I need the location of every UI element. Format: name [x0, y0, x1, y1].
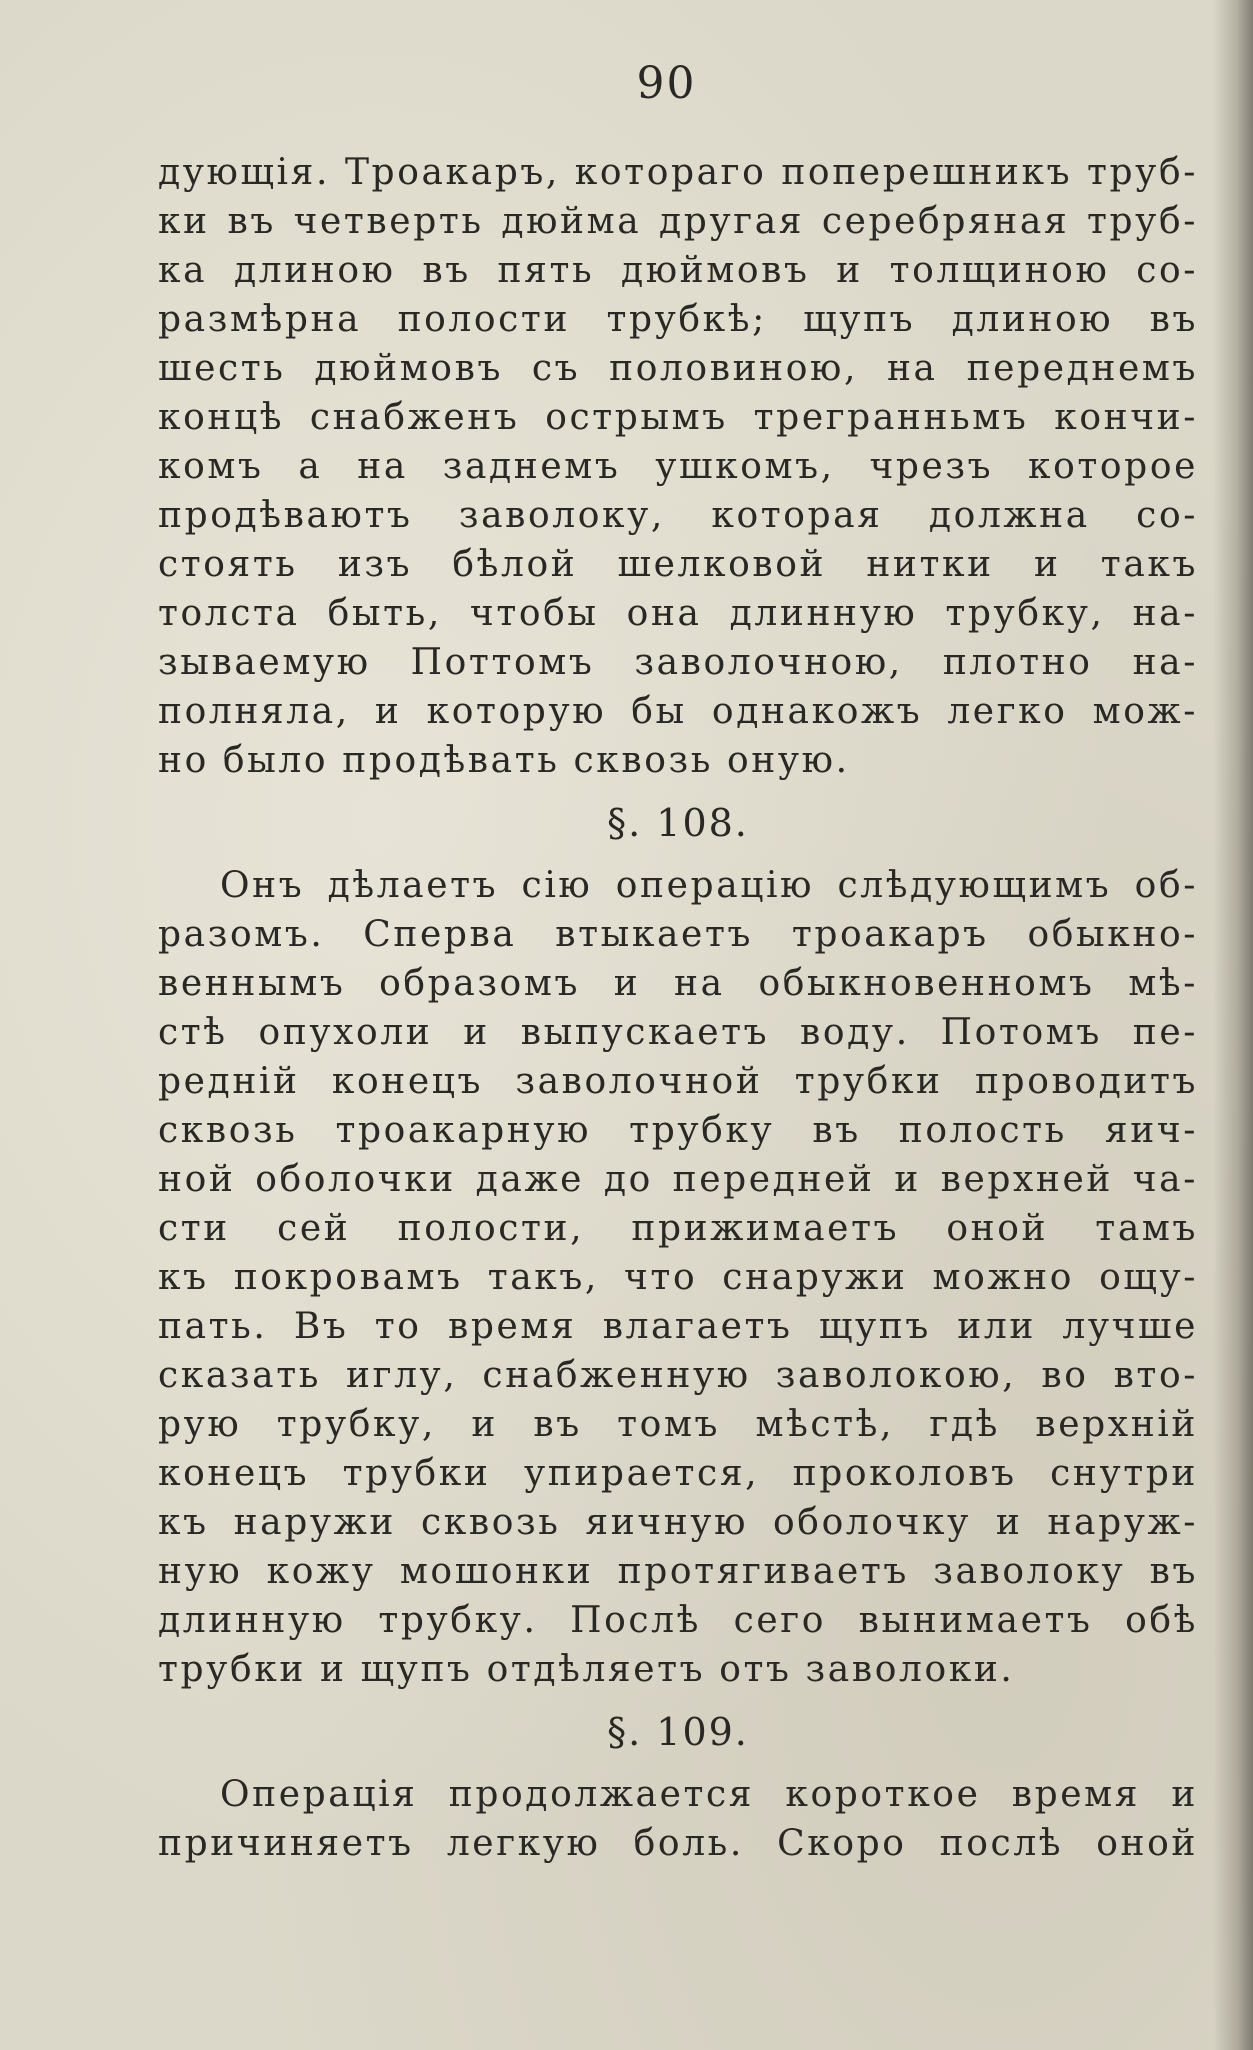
text-line: трубки и щупъ отдѣляетъ отъ заволоки.: [158, 1649, 1015, 1690]
text-line: Онъ дѣлаетъ сію операцію слѣдующимъ об-: [220, 865, 1198, 906]
text-line: ную кожу мошонки протягиваетъ заволоку въ: [158, 1551, 1198, 1592]
text-line: веннымъ образомъ и на обыкновенномъ мѣ-: [158, 963, 1198, 1004]
text-line: разомъ. Сперва втыкаетъ троакаръ обыкно-: [158, 914, 1198, 955]
text-line: толста быть, чтобы она длинную трубку, на-: [158, 593, 1198, 634]
section-heading-108: §. 108.: [607, 801, 749, 845]
text-line: конецъ трубки упирается, проколовъ снутри: [158, 1453, 1198, 1494]
text-line: рую трубку, и въ томъ мѣстѣ, гдѣ верхній: [158, 1404, 1198, 1445]
page-edge-shadow: [1213, 0, 1253, 2050]
text-line: къ покровамъ такъ, что снаружи можно ощу-: [158, 1257, 1198, 1298]
page-number: 90: [636, 58, 697, 109]
paragraph-3: [158, 1770, 1198, 1868]
text-line: къ наружи сквозь яичную оболочку и наруж-: [158, 1502, 1198, 1543]
text-line: сти сей полости, прижимаетъ оной тамъ: [158, 1208, 1198, 1249]
text-line: размѣрна полости трубкѣ; щупъ длиною въ: [158, 299, 1198, 340]
body-text: [158, 148, 1198, 1868]
text-line: редній конецъ заволочной трубки проводитъ: [158, 1061, 1198, 1102]
text-line: продѣваютъ заволоку, которая должна со-: [158, 495, 1198, 536]
paragraph-1: [158, 148, 1198, 785]
text-line: концѣ снабженъ острымъ трегранньмъ кончи-: [158, 397, 1198, 438]
section-heading-109: §. 109.: [607, 1710, 749, 1754]
text-line: Операція продолжается короткое время и: [220, 1774, 1198, 1815]
text-line: зываемую Поттомъ заволочною, плотно на-: [158, 642, 1198, 683]
text-line: дующія. Троакаръ, котораго поперешникъ труб-: [158, 152, 1198, 193]
text-line: стоять изъ бѣлой шелковой нитки и такъ: [158, 544, 1198, 585]
text-line: причиняетъ легкую боль. Скоро послѣ оной: [158, 1823, 1198, 1864]
text-line: но было продѣвать сквозь оную.: [158, 740, 850, 781]
text-line: ной оболочки даже до передней и верхней ча-: [158, 1159, 1198, 1200]
text-line: стѣ опухоли и выпускаетъ воду. Потомъ пе-: [158, 1012, 1198, 1053]
text-line: комъ а на заднемъ ушкомъ, чрезъ которое: [158, 446, 1198, 487]
text-line: сквозь троакарную трубку въ полость яич-: [158, 1110, 1198, 1151]
text-line: полняла, и которую бы однакожъ легко мож-: [158, 691, 1198, 732]
paragraph-2: [158, 861, 1198, 1694]
text-line: ки въ четверть дюйма другая серебряная труб-: [158, 201, 1198, 242]
text-line: шесть дюймовъ съ половиною, на переднемъ: [158, 348, 1198, 389]
text-line: сказать иглу, снабженную заволокою, во вто-: [158, 1355, 1198, 1396]
text-line: пать. Въ то время влагаетъ щупъ или лучше: [158, 1306, 1198, 1347]
text-line: длинную трубку. Послѣ сего вынимаетъ обѣ: [158, 1600, 1198, 1641]
text-line: ка длиною въ пять дюймовъ и толщиною со-: [158, 250, 1198, 291]
